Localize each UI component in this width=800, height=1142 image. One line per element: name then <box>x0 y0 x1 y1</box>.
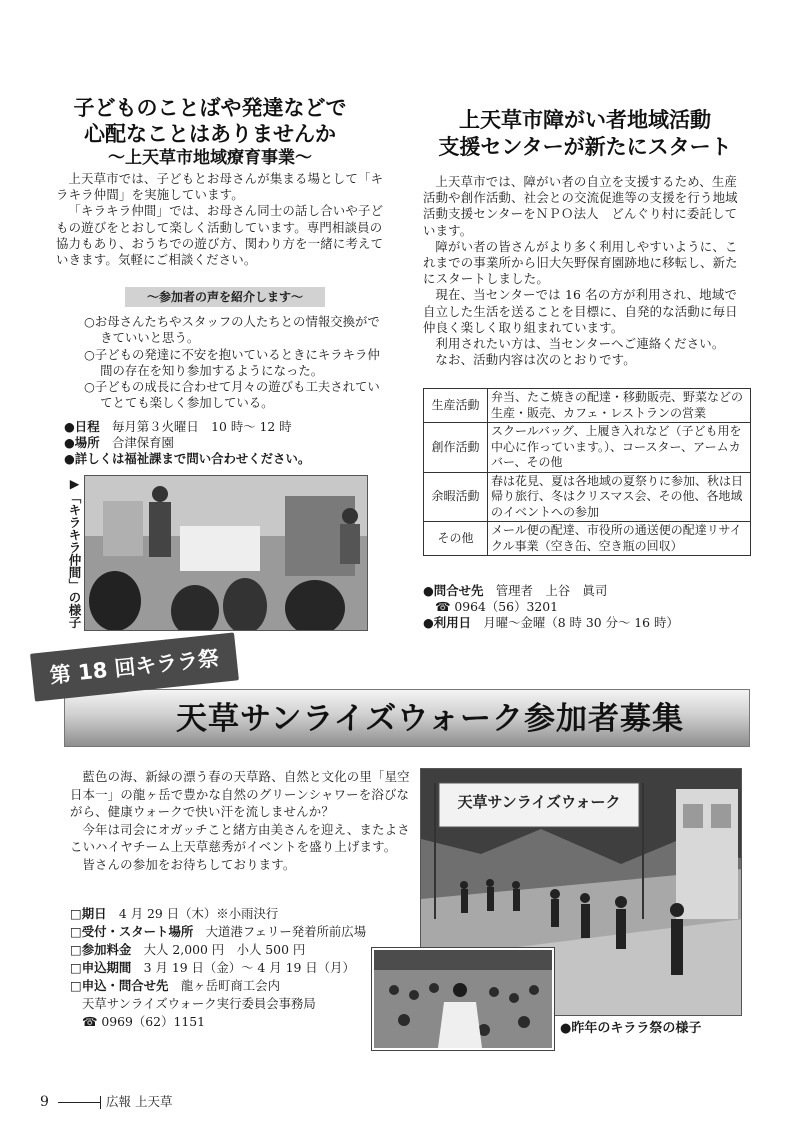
walk-org-line: 天草サンライズウォーク実行委員会事務局 <box>82 996 316 1011</box>
table-row <box>424 522 751 556</box>
voice-item: ○子どもの発達に不安を抱いているときにキラキラ仲間の存在を知り参加するようになった。 <box>84 346 380 378</box>
left-paragraph: 「キラキラ仲間」では、お母さん同士の話し合いや子どもの遊びをとおして楽しく活動しています。専門相談員の協力もあり、おうちでの遊び方、関わり方を一緒に考えていきます。気軽にご相談ください。 <box>56 203 384 268</box>
phone-line <box>423 599 753 615</box>
walk-detail-value: 龍ヶ岳町商工会内 <box>180 978 280 993</box>
left-paragraph: 上天草市では、子どもとお母さんが集まる場として「キラキラ仲間」を実施しています。 <box>56 171 384 203</box>
walk-badge-text: 第 18 回キララ祭 <box>48 646 221 688</box>
footer-rule <box>58 1102 100 1103</box>
festival-photo <box>372 948 554 1050</box>
walk-detail-value: 3 月 19 日（金）～ 4 月 19 日（月） <box>143 960 355 975</box>
walk-detail-label: □期日 <box>70 906 107 921</box>
voices-heading-text: ～参加者の声を紹介します～ <box>146 290 303 304</box>
photo-banner-text: 天草サンライズウォーク <box>457 793 621 811</box>
voice-item: ○子どもの成長に合わせて月々の遊びも工夫されていてとても楽しく参加している。 <box>84 379 380 411</box>
place-label: ●場所 <box>64 435 100 450</box>
walk-banner-title: 天草サンライズウォーク参加者募集 <box>176 701 684 737</box>
contact-value: 管理者 上谷 眞司 <box>495 583 608 598</box>
activity-content: スクールバッグ、上履き入れなど（子ども用を中心に作っています。）、コースター、アームカバー、その他 <box>488 423 751 473</box>
right-paragraph: 利用されたい方は、当センターへご連絡ください。 <box>435 336 725 352</box>
walk-paragraph: 藍色の海、新緑の漂う春の天草路、自然と文化の里「星空日本一」の龍ヶ岳で豊かな自然のグリーンシャワーを浴びながら、健康ウォークで快い汗を流しませんか？ <box>70 769 410 819</box>
walk-detail-line <box>70 923 370 941</box>
walk-detail-label: □参加料金 <box>70 942 132 957</box>
activity-category: 生産活動 <box>424 389 488 423</box>
right-title-line1: 上天草市障がい者地域活動 <box>459 108 711 132</box>
table-row <box>424 389 751 423</box>
walk-detail-line <box>70 977 370 995</box>
walk-detail-line <box>70 941 370 959</box>
details-line <box>64 451 384 467</box>
kirakira-photo-image <box>85 476 368 631</box>
publication-name: 広報 上天草 <box>106 1094 173 1109</box>
walk-detail-value: 大道港フェリー発着所前広場 <box>205 924 367 939</box>
days-label: ●利用日 <box>423 615 471 630</box>
page-number: 9 <box>40 1094 49 1110</box>
right-phone: ☎ 0964（56）3201 <box>435 599 558 614</box>
walk-detail-value: 4 月 29 日（木）※小雨決行 <box>118 906 279 921</box>
right-paragraph: 上天草市では、障がい者の自立を支援するため、生産活動や創作活動、社会との交流促進等の支援を行う地域活動支援センターをＮＰＯ法人 どんぐり村に委託しています。 <box>423 174 738 238</box>
right-paragraph: なお、活動内容は次のとおりです。 <box>435 352 636 368</box>
walk-paragraph: 今年は司会にオガッチこと緒方由美さんを迎え、またよさこいハイヤチーム上天草慈秀がイベントを盛り上げます。 <box>70 821 410 854</box>
left-title-line1: 子どものことばや発達などで <box>73 96 347 120</box>
walk-phone-line: ☎ 0969（62）1151 <box>82 1014 205 1029</box>
days-line <box>423 615 753 631</box>
left-subtitle: ～上天草市地域療育事業～ <box>108 148 312 168</box>
left-caption-text: ▶「キラキラ仲間」の様子 <box>67 476 82 629</box>
festival-photo-image <box>374 950 552 1048</box>
right-title-line2: 支援センターが新たにスタート <box>438 135 732 159</box>
table-row <box>424 423 751 473</box>
right-paragraph: 現在、当センターでは 16 名の方が利用され、地域で自立した生活を送ることを目標に、自発的な活動に毎日仲良く楽しく取り組まれています。 <box>423 287 738 335</box>
walk-paragraph: 皆さんの参加をお待ちしております。 <box>82 856 296 872</box>
left-article-title <box>40 95 380 169</box>
activity-category: 余暇活動 <box>424 472 488 522</box>
details-text: ●詳しくは福祉課まで問い合わせください。 <box>64 451 311 466</box>
right-info-block <box>423 583 753 631</box>
activity-category: その他 <box>424 522 488 556</box>
footer <box>40 1092 240 1112</box>
voices-list <box>84 314 384 412</box>
left-info-block <box>64 419 384 467</box>
activity-content: メール便の配達、市役所の通送便の配達リサイクル事業（空き缶、空き瓶の回収） <box>488 522 751 556</box>
right-article-title <box>410 107 760 161</box>
schedule-line <box>64 419 384 435</box>
activity-category: 創作活動 <box>424 423 488 473</box>
schedule-label: ●日程 <box>64 419 100 434</box>
contact-line <box>423 583 753 599</box>
kirakira-photo <box>84 475 368 631</box>
schedule-value: 毎月第３火曜日 10 時～ 12 時 <box>111 419 292 434</box>
left-article-body <box>56 171 392 268</box>
place-line <box>64 435 384 451</box>
activities-table <box>423 388 751 556</box>
place-value: 合津保育園 <box>111 435 174 450</box>
left-title-line2: 心配なことはありませんか <box>84 122 336 146</box>
walk-detail-value: 大人 2,000 円 小人 500 円 <box>143 942 306 957</box>
contact-label: ●問合せ先 <box>423 583 484 598</box>
walk-photo-caption: ●昨年のキララ祭の様子 <box>560 1021 702 1036</box>
walk-detail-label: □受付・スタート場所 <box>70 924 194 939</box>
footer-tick <box>100 1096 101 1109</box>
walk-body <box>70 768 410 873</box>
left-caption <box>64 476 82 629</box>
walk-detail-line <box>70 905 370 923</box>
table-row <box>424 472 751 522</box>
days-value: 月曜～金曜（8 時 30 分～ 16 時） <box>483 615 679 630</box>
activity-content: 弁当、たこ焼きの配達・移動販売、野菜などの生産・販売、カフェ・レストランの営業 <box>488 389 751 423</box>
walk-detail-line <box>70 959 370 977</box>
walk-details <box>70 905 370 1031</box>
right-article-body <box>423 174 749 368</box>
activity-content: 春は花見、夏は各地域の夏祭りに参加、秋は日帰り旅行、冬はクリスマス会、その他、各地域のイベントへの参加 <box>488 472 751 522</box>
voices-heading <box>125 287 325 307</box>
right-paragraph: 障がい者の皆さんがより多く利用しやすいように、これまでの事業所から旧大矢野保育園跡地に移転し、新たにスタートしました。 <box>423 238 738 287</box>
voice-item: ○お母さんたちやスタッフの人たちとの情報交換ができていいと思う。 <box>84 314 380 346</box>
walk-detail-label: □申込期間 <box>70 960 132 975</box>
walk-detail-label: □申込・問合せ先 <box>70 978 169 993</box>
